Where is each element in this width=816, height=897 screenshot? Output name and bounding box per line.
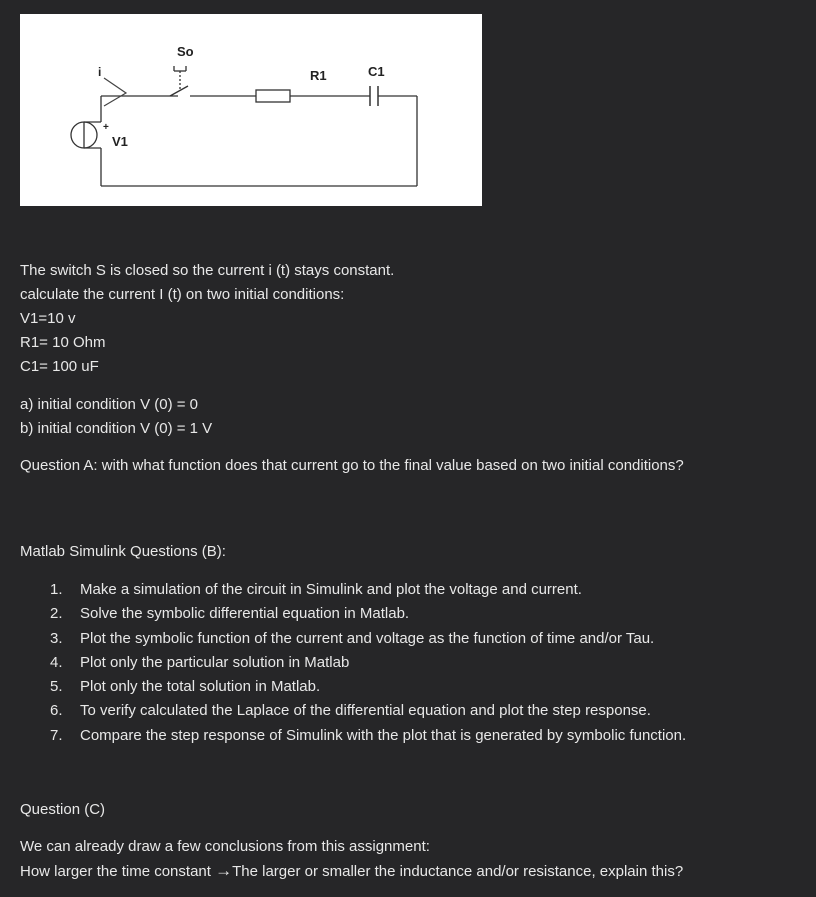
arrow-right-icon: → (215, 861, 233, 880)
simulink-question-list (20, 578, 686, 748)
value-r1: R1= 10 Ohm (20, 334, 106, 351)
switch-icon (138, 66, 188, 96)
switch-label: So (177, 44, 194, 59)
list-item: 2. Solve the symbolic differential equation in Matlab. (50, 605, 410, 623)
question-c-heading: Question (C) (20, 801, 106, 818)
capacitor-label: C1 (368, 64, 385, 79)
question-c-line1: We can already draw a few conclusions from this assignment: (20, 838, 430, 855)
source-plus: + (103, 122, 109, 133)
capacitor-icon (370, 86, 378, 106)
circuit-diagram (20, 14, 482, 206)
list-item: 1. Make a simulation of the circuit in Simulink and plot the voltage and current. (50, 581, 582, 598)
simulink-heading: Matlab Simulink Questions (B): (20, 543, 226, 560)
list-item: 5. Plot only the total solution in Matlab. (50, 678, 321, 696)
list-item: 7. Compare the step response of Simulink with the plot that is generated by symbolic function. (50, 726, 687, 744)
resistor-icon (256, 90, 290, 102)
resistor-label: R1 (310, 68, 327, 83)
list-item: 3. Plot the symbolic function of the current and voltage as the function of time and/or Tau. (50, 629, 655, 647)
problem-statement: The switch S is closed so the current i (t) stays constant. (20, 262, 395, 279)
circuit-schematic (20, 14, 482, 206)
value-v1: V1=10 v (20, 310, 76, 327)
voltage-source-icon (71, 122, 101, 148)
current-label: i (98, 65, 102, 79)
list-item: 6. To verify calculated the Laplace of the differential equation and plot the step response. (50, 702, 651, 720)
problem-instruction: calculate the current I (t) on two initial conditions: (20, 286, 345, 303)
question-c-line2: How larger the time constant →The larger or smaller the inductance and/or resistance, explain this? (20, 861, 684, 880)
condition-a: a) initial condition V (0) = 0 (20, 396, 199, 413)
question-a: Question A: with what function does that current go to the final value based on two initial conditions? (20, 457, 684, 474)
value-c1: C1= 100 uF (20, 358, 99, 375)
current-arrow-icon (104, 78, 126, 106)
source-label: V1 (112, 134, 128, 149)
list-item: 4. Plot only the particular solution in Matlab (50, 653, 350, 671)
condition-b: b) initial condition V (0) = 1 V (20, 420, 213, 437)
